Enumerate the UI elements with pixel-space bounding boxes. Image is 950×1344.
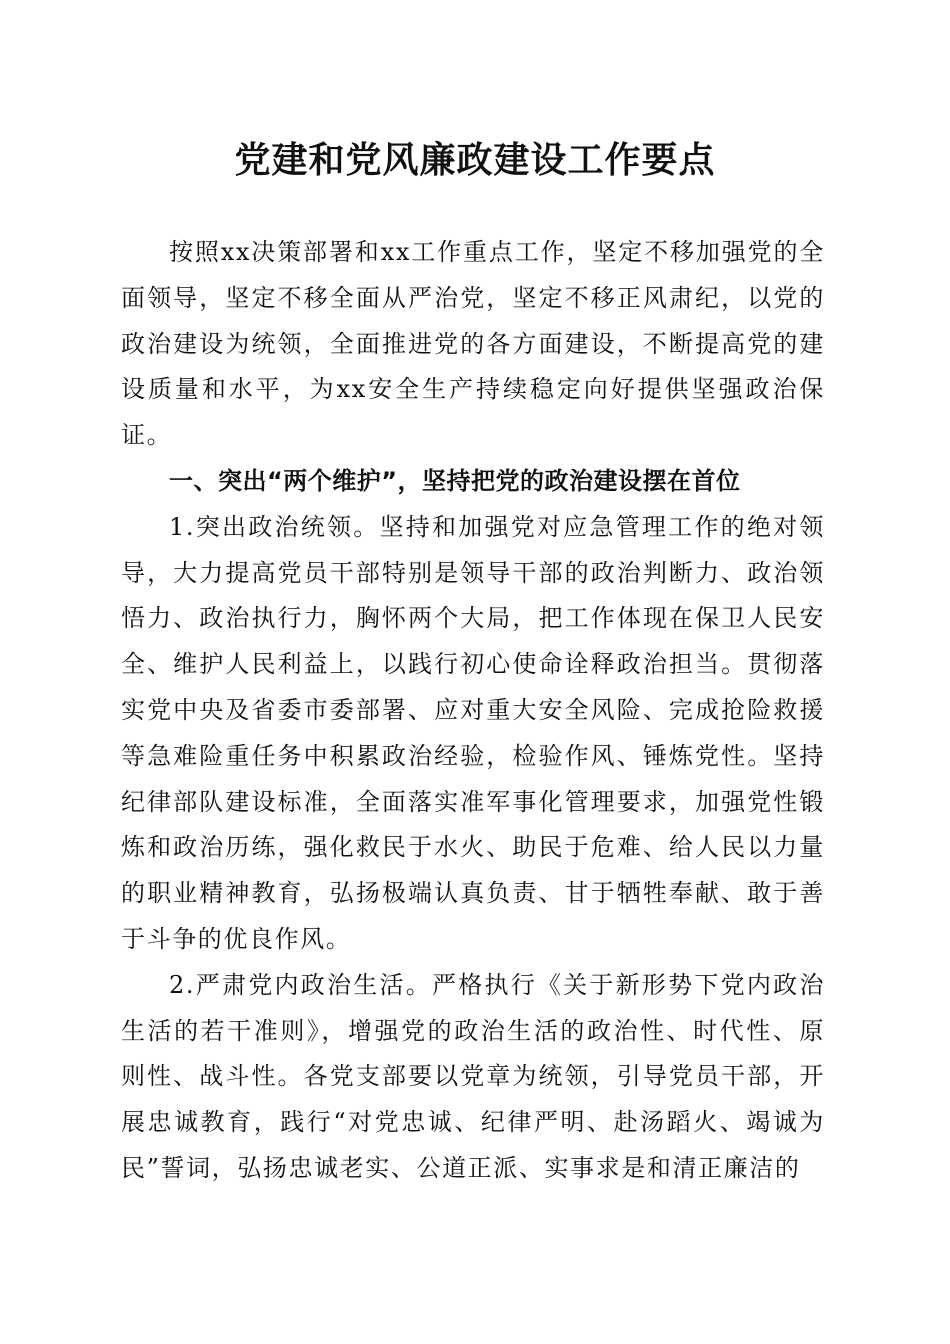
item-paragraph-1: 1.突出政治统领。坚持和加强党对应急管理工作的绝对领导，大力提高党员干部特别是领导干部的政治判断力、政治领悟力、政治执行力，胸怀两个大局，把工作体现在保卫人民安全、维护人民利益上，以践行初心使命诠释政治担当。贯彻落实党中央及省委市委部署、应对重大安全风险、完成抢险救援等急难险重任务中积累政治经验，检验作风、锤炼党性。坚持纪律部队建设标准，全面落实准军事化管理要求，加强党性锻炼和政治历练，强化救民于水火、助民于危难、给人民以力量的职业精神教育，弘扬极端认真负责、甘于牺牲奉献、敢于善于斗争的优良作风。	[121, 512, 825, 953]
intro-paragraph: 按照xx决策部署和xx工作重点工作，坚定不移加强党的全面领导，坚定不移全面从严治党，坚定不移正风肃纪，以党的政治建设为统领，全面推进党的各方面建设，不断提高党的建设质量和水平，为xx安全生产持续稳定向好提供坚强政治保证。	[121, 238, 825, 450]
document-title: 党建和党风廉政建设工作要点	[234, 139, 716, 181]
section-heading: 一、突出“两个维护”，坚持把党的政治建设摆在首位	[169, 466, 741, 495]
item-paragraph-2: 2.严肃党内政治生活。严格执行《关于新形势下党内政治生活的若干准则》，增强党的政治生活的政治性、时代性、原则性、战斗性。各党支部要以党章为统领，引导党员干部，开展忠诚教育，践行“对党忠诚、纪律严明、赴汤蹈火、竭诚为民”誓词，弘扬忠诚老实、公道正派、实事求是和清正廉洁的	[121, 970, 825, 1182]
document-body	[121, 230, 825, 1192]
